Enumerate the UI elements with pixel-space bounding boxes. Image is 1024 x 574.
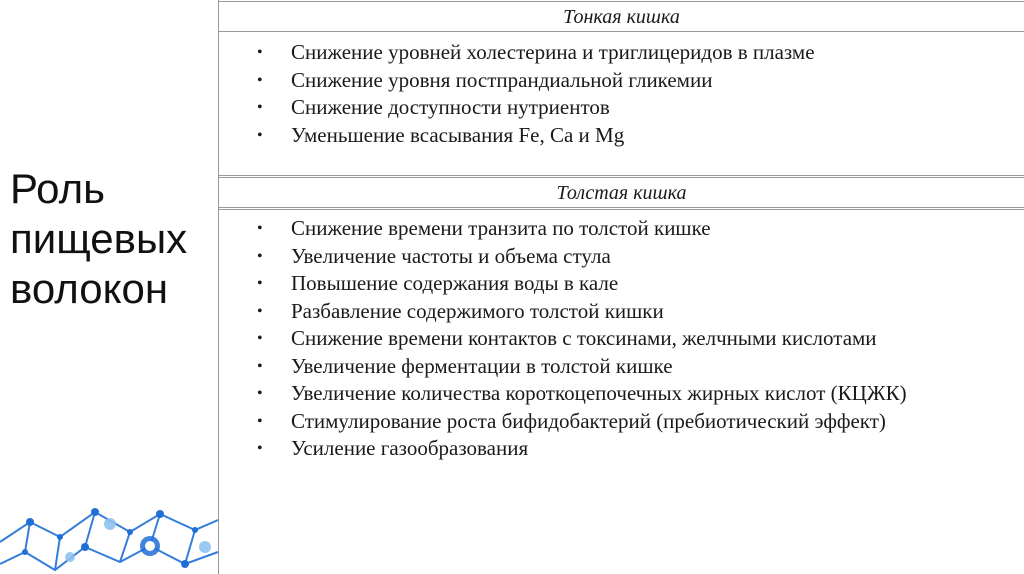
list-item: • Снижение уровней холестерина и триглицеридов в плазме: [219, 39, 1024, 67]
bullet-icon: •: [257, 302, 263, 320]
bullet-icon: •: [257, 440, 263, 457]
row-divider: [219, 207, 1024, 210]
list-item: • Увеличение ферментации в толстой кишке: [219, 353, 1024, 381]
bullet-icon: •: [257, 99, 263, 116]
bullet-icon: •: [257, 357, 263, 375]
list-item: • Разбавление содержимого толстой кишки: [219, 298, 1024, 326]
list-item: • Стимулирование роста бифидобактерий (пребиотический эффект): [219, 408, 1024, 436]
title-line: волокон: [10, 265, 169, 312]
bullet-icon: •: [257, 247, 263, 265]
section-divider: [219, 175, 1024, 178]
slide-title: [10, 164, 210, 314]
table-top-border: [219, 1, 1024, 2]
bullet-icon: •: [257, 412, 263, 430]
bullet-icon: •: [257, 275, 263, 292]
bullet-icon: •: [257, 126, 263, 144]
small-intestine-list: [219, 39, 1024, 149]
list-item: • Уменьшение всасывания Fe, Ca и Mg: [219, 122, 1024, 150]
list-item: • Снижение уровня постпрандиальной гликемии: [219, 67, 1024, 95]
large-intestine-header: Толстая кишка: [556, 182, 687, 204]
list-item: • Увеличение частоты и объема стула: [219, 243, 1024, 271]
title-line: пищевых: [10, 215, 188, 262]
row-divider: [219, 31, 1024, 32]
network-pattern-icon: [0, 502, 218, 574]
list-item: • Повышение содержания воды в кале: [219, 270, 1024, 298]
list-item: • Усиление газообразования: [219, 435, 1024, 463]
fiber-effects-table: [218, 0, 1024, 574]
list-item: • Снижение времени транзита по толстой кишке: [219, 215, 1024, 243]
list-item: • Увеличение количества короткоцепочечных жирных кислот (КЦЖК): [219, 380, 1024, 408]
bullet-icon: •: [257, 330, 263, 347]
bullet-icon: •: [257, 71, 263, 89]
list-item: • Снижение времени контактов с токсинами, желчными кислотами: [219, 325, 1024, 353]
bullet-icon: •: [257, 220, 263, 237]
title-line: Роль: [10, 165, 105, 212]
list-item: • Снижение доступности нутриентов: [219, 94, 1024, 122]
decorative-network-graphic: [0, 502, 218, 574]
large-intestine-list: [219, 215, 1024, 463]
small-intestine-header: Тонкая кишка: [563, 6, 680, 28]
bullet-icon: •: [257, 44, 263, 61]
bullet-icon: •: [257, 385, 263, 402]
